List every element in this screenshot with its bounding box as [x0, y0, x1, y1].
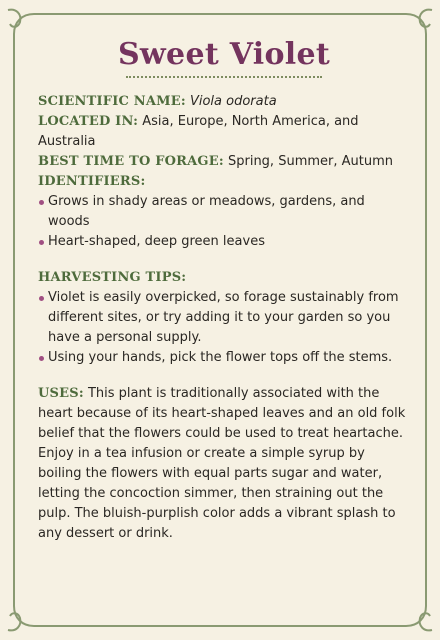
best-time-value: Spring, Summer, Autumn	[227, 154, 393, 169]
located-in-value: Asia, Europe, North America, and Australia	[38, 114, 359, 149]
scientific-name-label: SCIENTIFIC NAME:	[38, 94, 186, 109]
list-item: Heart-shaped, deep green leaves	[38, 232, 410, 252]
best-time-row	[38, 152, 410, 172]
identifiers-heading: IDENTIFIERS:	[38, 174, 146, 189]
scientific-name-value: Viola odorata	[189, 94, 277, 109]
list-item: Violet is easily overpicked, so forage sustainably from different sites, or try adding it to your garden so you have a personal supply.	[38, 288, 410, 348]
harvesting-section	[38, 268, 410, 368]
harvesting-list	[38, 288, 410, 368]
list-item: Grows in shady areas or meadows, gardens, and woods	[38, 192, 410, 232]
uses-label: USES:	[38, 386, 84, 401]
uses-text: This plant is traditionally associated with the heart because of its heart-shaped leaves and an old folk belief that the flowers could be used to treat heartache. Enjoy in a tea infusion or create a simple syrup by boiling the flowers with equal parts sugar and water, letting the concoction simmer, then straining out the pulp. The bluish-purplish color adds a vibrant splash to any dessert or drink.	[38, 386, 406, 541]
identifiers-list	[38, 192, 410, 252]
scientific-name-row	[38, 92, 410, 112]
title-divider	[126, 76, 322, 78]
best-time-label: BEST TIME TO FORAGE:	[38, 154, 224, 169]
plant-facts	[38, 92, 410, 252]
card-content	[38, 36, 410, 557]
list-item: Using your hands, pick the flower tops off the stems.	[38, 348, 410, 368]
page-title: Sweet Violet	[117, 37, 331, 72]
harvesting-heading: HARVESTING TIPS:	[38, 270, 187, 285]
located-in-label: LOCATED IN:	[38, 114, 139, 129]
located-in-row	[38, 112, 410, 152]
uses-paragraph	[38, 384, 410, 544]
